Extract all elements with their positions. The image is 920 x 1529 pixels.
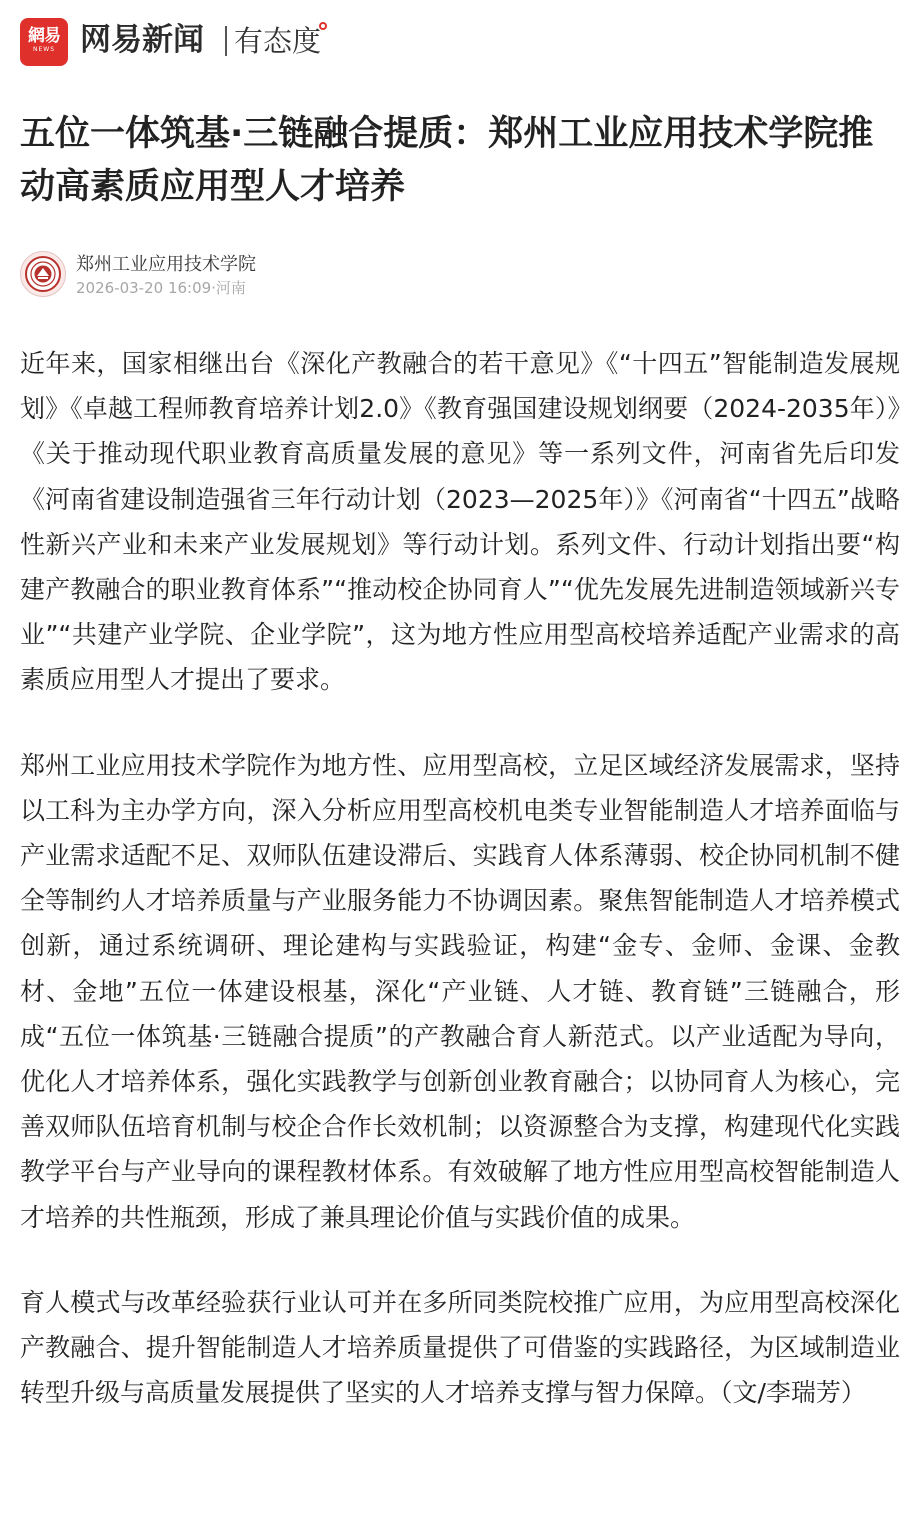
publish-meta: 2026-03-20 16:09·河南 <box>76 279 246 297</box>
school-emblem-icon <box>24 255 62 293</box>
article-paragraph: 郑州工业应用技术学院作为地方性、应用型高校，立足区域经济发展需求，坚持以工科为主办学方向，深入分析应用型高校机电类专业智能制造人才培养面临与产业需求适配不足、双师队伍建设滞后、实践育人体系薄弱、校企协同机制不健全等制约人才培养质量与产业服务能力不协调因素。聚焦智能制造人才培养模式创新，通过系统调研、理论建构与实践验证，构建“金专、金师、金课、金教材、金地”五位一体建设根基，深化“产业链、人才链、教育链”三链融合，形成“五位一体筑基·三链融合提质”的产教融合育人新范式。以产业适配为导向，优化人才培养体系，强化实践教学与创新创业教育融合；以协同育人为核心，完善双师队伍培育机制与校企合作长效机制；以资源整合为支撑，构建现代化实践教学平台与产业导向的课程教材体系。有效破解了地方性应用型高校智能制造人才培养的共性瓶颈，形成了兼具理论价值与实践价值的成果。 <box>20 750 900 1232</box>
article-paragraph: 育人模式与改革经验获行业认可并在多所同类院校推广应用，为应用型高校深化产教融合、提升智能制造人才培养质量提供了可借鉴的实践路径，为区域制造业转型升级与高质量发展提供了坚实的人才培养支撑与智力保障。（文/李瑞芳） <box>20 1287 900 1408</box>
logo-text: 網易 <box>28 26 60 46</box>
author-info <box>20 250 898 298</box>
article-title: 五位一体筑基·三链融合提质：郑州工业应用技术学院推动高素质应用型人才培养 <box>20 114 874 207</box>
netease-news-logo-icon[interactable] <box>20 18 68 66</box>
brand-name[interactable]: 网易新闻 <box>80 22 204 58</box>
app-header <box>0 0 920 84</box>
slogan-dot-icon <box>319 22 327 30</box>
logo-subtext: NEWS <box>32 46 56 53</box>
article-paragraph: 近年来，国家相继出台《深化产教融合的若干意见》《“十四五”智能制造发展规划》《卓越工程师教育培养计划2.0》《教育强国建设规划纲要（2024-2035年）》《关于推动现代职业教育高质量发展的意见》等一系列文件，河南省先后印发《河南省建设制造强省三年行动计划（2023—2025年）》《河南省“十四五”战略性新兴产业和未来产业发展规划》等行动计划。系列文件、行动计划指出要“构建产教融合的职业教育体系”“推动校企协同育人”“优先发展先进制造领域新兴专业”“共建产业学院、企业学院”，这为地方性应用型高校培养适配产业需求的高素质应用型人才提出了要求。 <box>20 349 900 695</box>
author-avatar[interactable] <box>20 251 66 297</box>
article-body <box>20 341 900 1455</box>
brand-divider <box>225 26 227 56</box>
author-name[interactable]: 郑州工业应用技术学院 <box>76 254 256 275</box>
brand-slogan: 有态度 <box>234 24 322 58</box>
